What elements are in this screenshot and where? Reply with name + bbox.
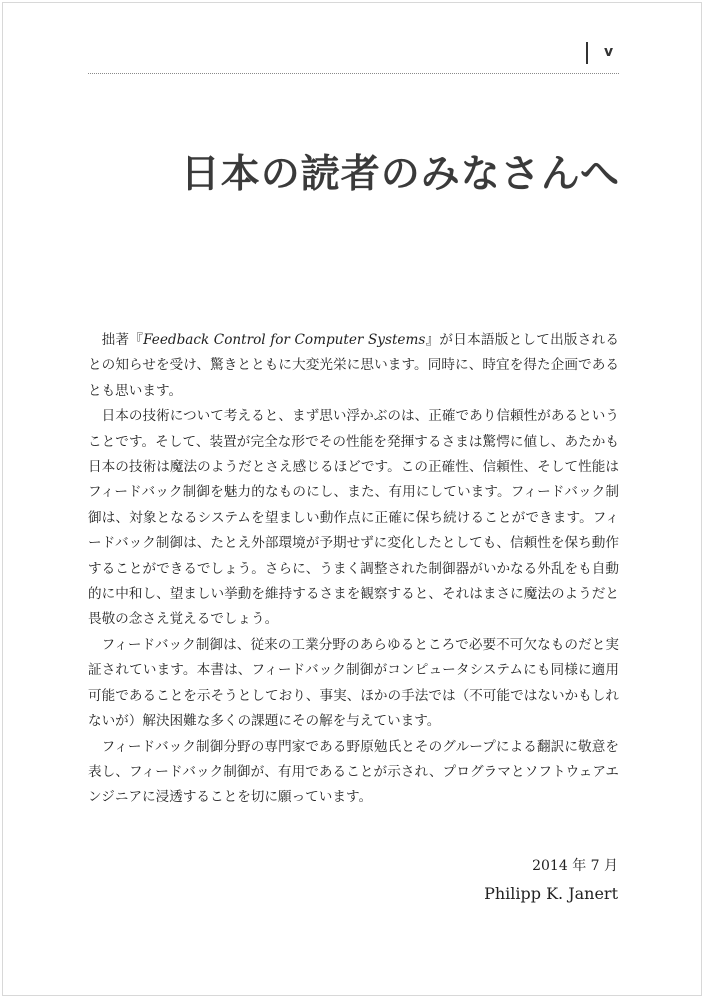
header-rule <box>88 73 619 74</box>
page-number: v <box>604 44 614 60</box>
chapter-title: 日本の読者のみなさんへ <box>180 152 620 197</box>
book-title: Feedback Control for Computer Systems <box>143 332 426 348</box>
paragraph-3: フィードバック制御は、従来の工業分野のあらゆるところで必要不可欠なものだと実証されています。本書は、フィードバック制御がコンピュータシステムにも同様に適用可能であることを示そうとしており、事実、ほかの手法では（不可能ではないかもしれないが）解決困難な多くの課題にその解を与えています。 <box>88 636 619 730</box>
paragraph-4: フィードバック制御分野の専門家である野原勉氏とそのグループによる翻訳に敬意を表し、フィードバック制御が、有用であることが示され、プログラマとソフトウェアエンジニアに浸透することを切に願っています。 <box>88 738 619 806</box>
body-text <box>88 328 619 811</box>
paragraph-2: 日本の技術について考えると、まず思い浮かぶのは、正確であり信頼性があるということです。そして、装置が完全な形でその性能を発揮するさまは驚愕に値し、あたかも日本の技術は魔法のようだとさえ感じるほどです。この正確性、信頼性、そして性能はフィードバック制御を魅力的なものにし、また、有用にしています。フィードバック制御は、対象となるシステムを望ましい動作点に正確に保ち続けることができます。フィードバック制御は、たとえ外部環境が予期せずに変化したとしても、信頼性を保ち動作することができるでしょう。さらに、うまく調整された制御器がいかなる外乱をも自動的に中和し、望ましい挙動を維持するさまを観察すると、それはまさに魔法のようだと畏敬の念さえ覚えるでしょう。 <box>88 408 619 628</box>
signature-date: 2014 年 7 月 <box>532 858 618 874</box>
p1-suffix: 』が日本語版として出版されるとの知らせを受け、驚きとともに大変光栄に思います。同時に、時宜を得た企画であるとも思います。 <box>88 332 620 399</box>
page-number-divider <box>586 42 588 64</box>
paragraph-1 <box>88 328 619 404</box>
p1-prefix: 拙著『 <box>101 332 144 348</box>
signature <box>484 852 618 908</box>
signature-author: Philipp K. Janert <box>484 884 618 903</box>
